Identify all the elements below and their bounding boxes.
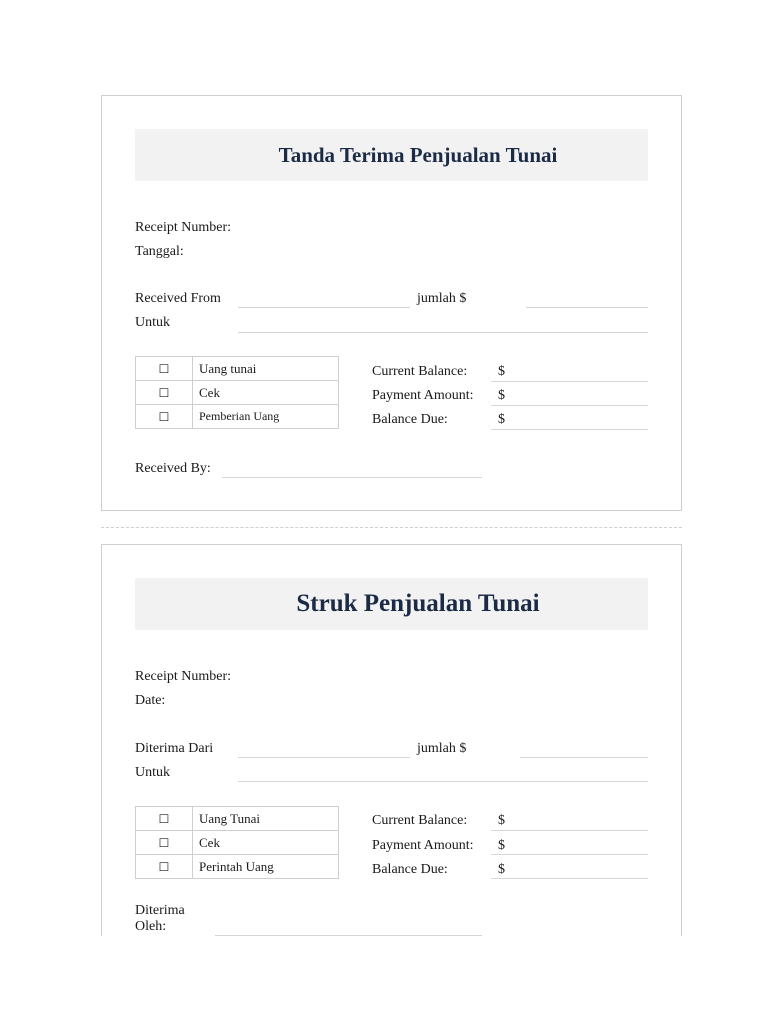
checkbox-icon[interactable]: ☐ xyxy=(136,381,193,405)
currency-symbol: $ xyxy=(498,388,505,403)
checkbox-icon[interactable]: ☐ xyxy=(136,807,193,831)
checkbox-icon[interactable]: ☐ xyxy=(136,855,193,879)
receipt-title: Tanda Terima Penjualan Tunai xyxy=(278,142,558,167)
currency-symbol: $ xyxy=(498,813,505,828)
payment-method-label: Uang Tunai xyxy=(193,807,339,831)
current-balance-label: Current Balance: xyxy=(372,364,468,379)
amount-field[interactable] xyxy=(520,757,648,758)
receipt-number-label: Receipt Number: xyxy=(135,669,232,684)
current-balance-field[interactable] xyxy=(491,381,648,382)
balance-due-field[interactable] xyxy=(491,429,648,430)
currency-symbol: $ xyxy=(498,838,505,853)
payment-method-label: Perintah Uang xyxy=(193,855,339,879)
receipt-card xyxy=(101,544,682,936)
table-row xyxy=(136,807,339,831)
received-by-label: Diterima xyxy=(135,903,185,918)
date-label: Tanggal: xyxy=(135,244,184,259)
payment-method-label: Pemberian Uang xyxy=(193,405,339,429)
balance-due-field[interactable] xyxy=(491,878,648,879)
checkbox-icon[interactable]: ☐ xyxy=(136,405,193,429)
balance-due-label: Balance Due: xyxy=(372,862,448,877)
received-by-field[interactable] xyxy=(215,935,482,936)
title-bar xyxy=(135,578,648,630)
balance-due-label: Balance Due: xyxy=(372,412,448,427)
payment-amount-field[interactable] xyxy=(491,854,648,855)
received-by-label: Received By: xyxy=(135,461,211,476)
date-label: Date: xyxy=(135,693,166,708)
currency-symbol: $ xyxy=(498,412,505,427)
received-by-field[interactable] xyxy=(222,477,482,478)
for-label: Untuk xyxy=(135,765,170,780)
amount-label: jumlah $ xyxy=(417,291,467,306)
checkbox-icon[interactable]: ☐ xyxy=(136,831,193,855)
amount-field[interactable] xyxy=(526,307,648,308)
payment-method-table xyxy=(135,806,339,879)
currency-symbol: $ xyxy=(498,862,505,877)
cut-line-divider xyxy=(101,527,682,528)
received-from-label: Received From xyxy=(135,291,221,306)
for-field[interactable] xyxy=(238,332,648,333)
payment-method-label: Cek xyxy=(193,831,339,855)
receipt-title: Struk Penjualan Tunai xyxy=(296,590,540,617)
table-row xyxy=(136,381,339,405)
receipt-number-label: Receipt Number: xyxy=(135,220,232,235)
title-bar xyxy=(135,129,648,181)
current-balance-label: Current Balance: xyxy=(372,813,468,828)
payment-method-table xyxy=(135,356,339,429)
received-from-field[interactable] xyxy=(238,757,410,758)
table-row xyxy=(136,405,339,429)
received-from-label: Diterima Dari xyxy=(135,741,214,756)
payment-method-label: Uang tunai xyxy=(193,357,339,381)
for-field[interactable] xyxy=(238,781,648,782)
table-row xyxy=(136,831,339,855)
table-row xyxy=(136,855,339,879)
received-by-label: Oleh: xyxy=(135,919,167,934)
payment-amount-field[interactable] xyxy=(491,405,648,406)
currency-symbol: $ xyxy=(498,364,505,379)
received-from-field[interactable] xyxy=(238,307,410,308)
payment-method-label: Cek xyxy=(193,381,339,405)
checkbox-icon[interactable]: ☐ xyxy=(136,357,193,381)
receipt-card xyxy=(101,95,682,511)
amount-label: jumlah $ xyxy=(417,741,467,756)
current-balance-field[interactable] xyxy=(491,830,648,831)
payment-amount-label: Payment Amount: xyxy=(372,838,474,853)
payment-amount-label: Payment Amount: xyxy=(372,388,474,403)
for-label: Untuk xyxy=(135,315,170,330)
table-row xyxy=(136,357,339,381)
